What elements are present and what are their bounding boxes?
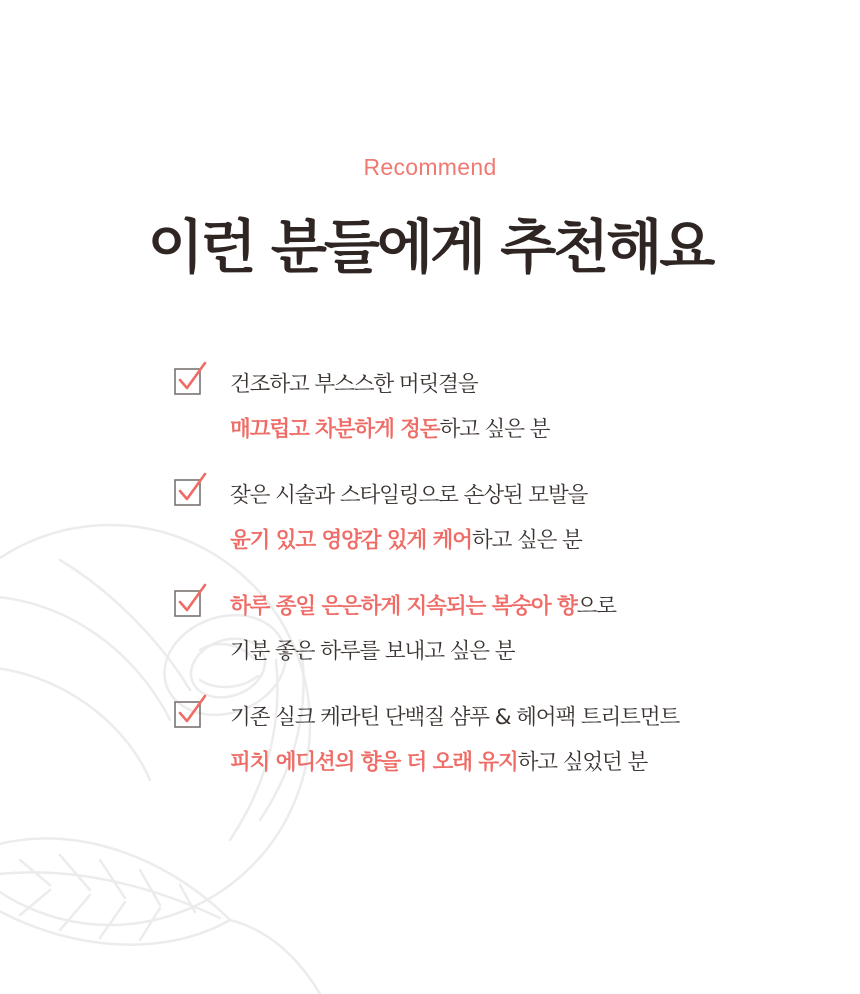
item-line-2 bbox=[230, 745, 647, 776]
list-item bbox=[0, 688, 860, 799]
list-item bbox=[0, 355, 860, 466]
item-line-1 bbox=[230, 367, 478, 398]
section-eyebrow: Recommend bbox=[363, 154, 497, 180]
item-highlight: 하루 종일 은은하게 지속되는 복숭아 향 bbox=[230, 594, 577, 619]
item-line-2 bbox=[230, 523, 582, 554]
checkbox-checked-icon bbox=[172, 583, 208, 619]
item-text: 하고 싶은 분 bbox=[471, 528, 582, 553]
item-text: 하고 싶었던 분 bbox=[517, 750, 648, 775]
item-line-1 bbox=[230, 700, 679, 731]
item-text: 건조하고 부스스한 머릿결을 bbox=[230, 372, 478, 397]
list-item bbox=[0, 577, 860, 688]
list-item bbox=[0, 466, 860, 577]
item-line-1 bbox=[230, 478, 587, 509]
item-line-2 bbox=[230, 634, 514, 665]
item-text: 으로 bbox=[576, 594, 616, 619]
recommend-list bbox=[0, 355, 860, 799]
checkbox-checked-icon bbox=[172, 472, 208, 508]
item-highlight: 윤기 있고 영양감 있게 케어 bbox=[230, 528, 472, 553]
checkbox-checked-icon bbox=[172, 361, 208, 397]
item-highlight: 피치 에디션의 향을 더 오래 유지 bbox=[230, 750, 518, 775]
item-text: 하고 싶은 분 bbox=[439, 417, 550, 442]
item-line-1 bbox=[230, 589, 616, 620]
section-title: 이런 분들에게 추천해요 bbox=[147, 213, 713, 281]
item-text: 잦은 시술과 스타일링으로 손상된 모발을 bbox=[230, 483, 588, 508]
checkbox-checked-icon bbox=[172, 694, 208, 730]
item-line-2 bbox=[230, 412, 549, 443]
item-highlight: 매끄럽고 차분하게 정돈 bbox=[230, 417, 440, 442]
item-text: 기분 좋은 하루를 보내고 싶은 분 bbox=[230, 639, 515, 664]
item-text: 기존 실크 케라틴 단백질 샴푸 & 헤어팩 트리트먼트 bbox=[230, 705, 680, 730]
